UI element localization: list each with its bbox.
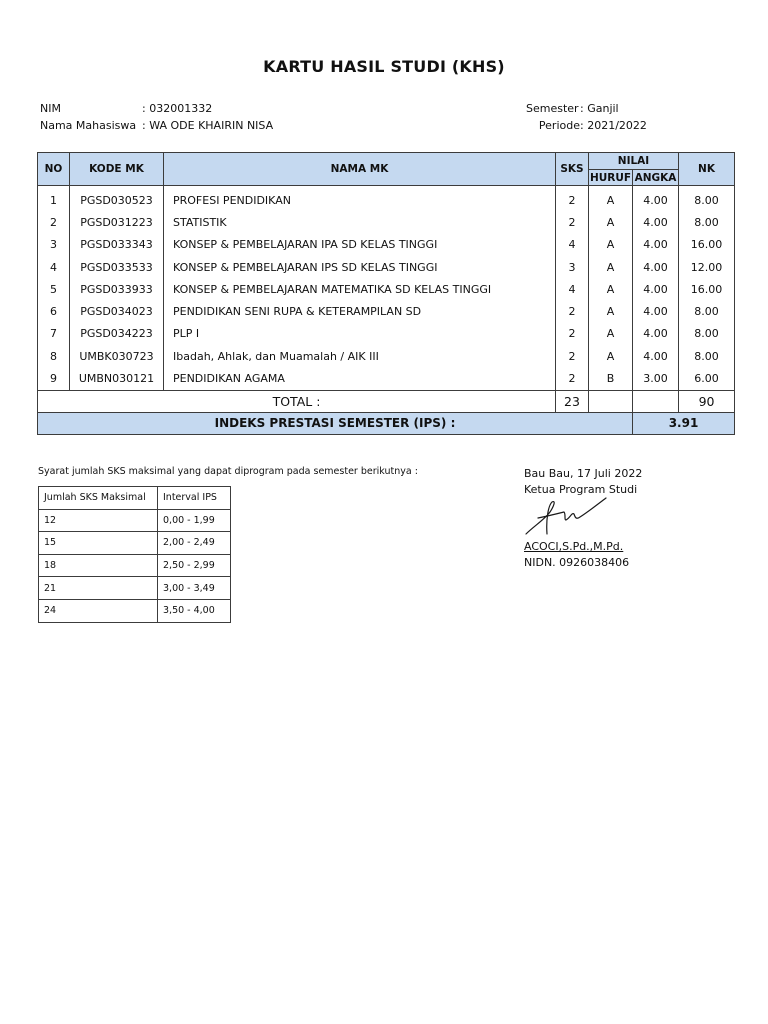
- cell-huruf: B: [589, 367, 633, 390]
- cell-nama: KONSEP & PEMBELAJARAN IPS SD KELAS TINGGI: [164, 256, 556, 278]
- header-angka: ANGKA: [633, 170, 679, 186]
- cell-angka: 4.00: [633, 256, 679, 278]
- cell-nama: PROFESI PENDIDIKAN: [164, 186, 556, 212]
- total-label: TOTAL :: [38, 390, 556, 412]
- cell-nk: 6.00: [679, 367, 735, 390]
- header-nilai: NILAI: [589, 153, 679, 170]
- table-row: [38, 186, 735, 212]
- table-row: [38, 323, 735, 345]
- cell-nk: 16.00: [679, 234, 735, 256]
- cell-angka: 4.00: [633, 234, 679, 256]
- semester-label: Semester: [526, 102, 579, 115]
- document-title: KARTU HASIL STUDI (KHS): [263, 57, 505, 76]
- cell-kode: PGSD030523: [70, 186, 164, 212]
- sks-interval-table: [38, 486, 231, 623]
- cell-nama: KONSEP & PEMBELAJARAN MATEMATIKA SD KELAS TINGGI: [164, 278, 556, 300]
- total-sks: 23: [556, 390, 589, 412]
- cell-no: 7: [38, 323, 70, 345]
- cell-sks: 2: [556, 211, 589, 233]
- sks-max: 12: [39, 509, 158, 532]
- cell-huruf: A: [589, 278, 633, 300]
- cell-angka: 4.00: [633, 211, 679, 233]
- ips-value: 3.91: [633, 412, 735, 434]
- table-row: [38, 367, 735, 390]
- cell-kode: PGSD033533: [70, 256, 164, 278]
- cell-nama: STATISTIK: [164, 211, 556, 233]
- ips-interval: 3,00 - 3,49: [158, 577, 231, 600]
- semester-info: [526, 100, 647, 134]
- cell-no: 9: [38, 367, 70, 390]
- total-angka-empty: [633, 390, 679, 412]
- cell-kode: UMBN030121: [70, 367, 164, 390]
- sks-max: 15: [39, 532, 158, 555]
- cell-nama: PENDIDIKAN SENI RUPA & KETERAMPILAN SD: [164, 300, 556, 322]
- student-name-value: : WA ODE KHAIRIN NISA: [142, 119, 274, 132]
- student-name-label: Nama Mahasiswa: [40, 119, 137, 132]
- cell-kode: PGSD034023: [70, 300, 164, 322]
- ips-row: [38, 412, 735, 434]
- cell-sks: 2: [556, 186, 589, 212]
- cell-nk: 8.00: [679, 345, 735, 367]
- cell-no: 4: [38, 256, 70, 278]
- header-sks: SKS: [556, 153, 589, 186]
- ips-interval: 2,50 - 2,99: [158, 554, 231, 577]
- ips-label: INDEKS PRESTASI SEMESTER (IPS) :: [38, 412, 633, 434]
- cell-huruf: A: [589, 300, 633, 322]
- cell-kode: UMBK030723: [70, 345, 164, 367]
- signer-position: Ketua Program Studi: [524, 483, 638, 496]
- sks-max: 18: [39, 554, 158, 577]
- cell-no: 3: [38, 234, 70, 256]
- table-row: [38, 211, 735, 233]
- cell-angka: 3.00: [633, 367, 679, 390]
- cell-huruf: A: [589, 186, 633, 212]
- header-no: NO: [38, 153, 70, 186]
- cell-sks: 4: [556, 278, 589, 300]
- cell-angka: 4.00: [633, 300, 679, 322]
- cell-sks: 2: [556, 345, 589, 367]
- sks-max: 21: [39, 577, 158, 600]
- cell-kode: PGSD031223: [70, 211, 164, 233]
- cell-no: 2: [38, 211, 70, 233]
- sks-row: [39, 599, 231, 622]
- cell-nk: 16.00: [679, 278, 735, 300]
- cell-no: 1: [38, 186, 70, 212]
- cell-no: 8: [38, 345, 70, 367]
- nim-value: : 032001332: [142, 102, 213, 115]
- total-nk: 90: [679, 390, 735, 412]
- sks-max: 24: [39, 599, 158, 622]
- sks-requirement-note: Syarat jumlah SKS maksimal yang dapat diprogram pada semester berikutnya :: [38, 466, 418, 477]
- cell-sks: 2: [556, 323, 589, 345]
- table-row: [38, 234, 735, 256]
- header-nk: NK: [679, 153, 735, 186]
- cell-angka: 4.00: [633, 186, 679, 212]
- cell-no: 6: [38, 300, 70, 322]
- place-date: Bau Bau, 17 Juli 2022: [524, 467, 643, 480]
- cell-nk: 8.00: [679, 211, 735, 233]
- table-row: [38, 300, 735, 322]
- cell-nama: PENDIDIKAN AGAMA: [164, 367, 556, 390]
- student-info: [40, 100, 273, 134]
- header-nama-mk: NAMA MK: [164, 153, 556, 186]
- nim-label: NIM: [40, 102, 61, 115]
- cell-nama: KONSEP & PEMBELAJARAN IPA SD KELAS TINGGI: [164, 234, 556, 256]
- sks-row: [39, 509, 231, 532]
- sks-row: [39, 577, 231, 600]
- cell-angka: 4.00: [633, 345, 679, 367]
- cell-sks: 4: [556, 234, 589, 256]
- cell-angka: 4.00: [633, 323, 679, 345]
- handwritten-signature: [520, 490, 610, 542]
- cell-kode: PGSD034223: [70, 323, 164, 345]
- cell-sks: 3: [556, 256, 589, 278]
- periode-value: : 2021/2022: [580, 119, 647, 132]
- header-kode-mk: KODE MK: [70, 153, 164, 186]
- header-huruf: HURUF: [589, 171, 632, 184]
- sks-row: [39, 554, 231, 577]
- cell-huruf: A: [589, 345, 633, 367]
- ips-interval: 2,00 - 2,49: [158, 532, 231, 555]
- grades-table: [37, 152, 735, 435]
- cell-nk: 8.00: [679, 323, 735, 345]
- cell-nama: Ibadah, Ahlak, dan Muamalah / AIK III: [164, 345, 556, 367]
- periode-label: Periode: [538, 119, 580, 132]
- header-jumlah-sks: Jumlah SKS Maksimal: [39, 487, 158, 510]
- cell-huruf: A: [589, 256, 633, 278]
- cell-kode: PGSD033933: [70, 278, 164, 300]
- table-row: [38, 278, 735, 300]
- header-interval-ips: Interval IPS: [158, 487, 231, 510]
- cell-nama: PLP I: [164, 323, 556, 345]
- ips-interval: 0,00 - 1,99: [158, 509, 231, 532]
- cell-huruf: A: [589, 211, 633, 233]
- total-row: [38, 390, 735, 412]
- table-row: [38, 345, 735, 367]
- cell-nk: 12.00: [679, 256, 735, 278]
- sks-table-header: [39, 487, 231, 510]
- semester-value: : Ganjil: [580, 102, 619, 115]
- signer-name: ACOCI,S.Pd.,M.Pd.: [524, 540, 624, 553]
- signer-nidn: NIDN. 0926038406: [524, 556, 630, 569]
- cell-huruf: A: [589, 234, 633, 256]
- cell-no: 5: [38, 278, 70, 300]
- cell-sks: 2: [556, 300, 589, 322]
- cell-huruf: A: [589, 323, 633, 345]
- cell-nk: 8.00: [679, 300, 735, 322]
- cell-angka: 4.00: [633, 278, 679, 300]
- total-huruf-empty: [589, 390, 633, 412]
- sks-row: [39, 532, 231, 555]
- cell-sks: 2: [556, 367, 589, 390]
- table-row: [38, 256, 735, 278]
- cell-nk: 8.00: [679, 186, 735, 212]
- cell-kode: PGSD033343: [70, 234, 164, 256]
- ips-interval: 3,50 - 4,00: [158, 599, 231, 622]
